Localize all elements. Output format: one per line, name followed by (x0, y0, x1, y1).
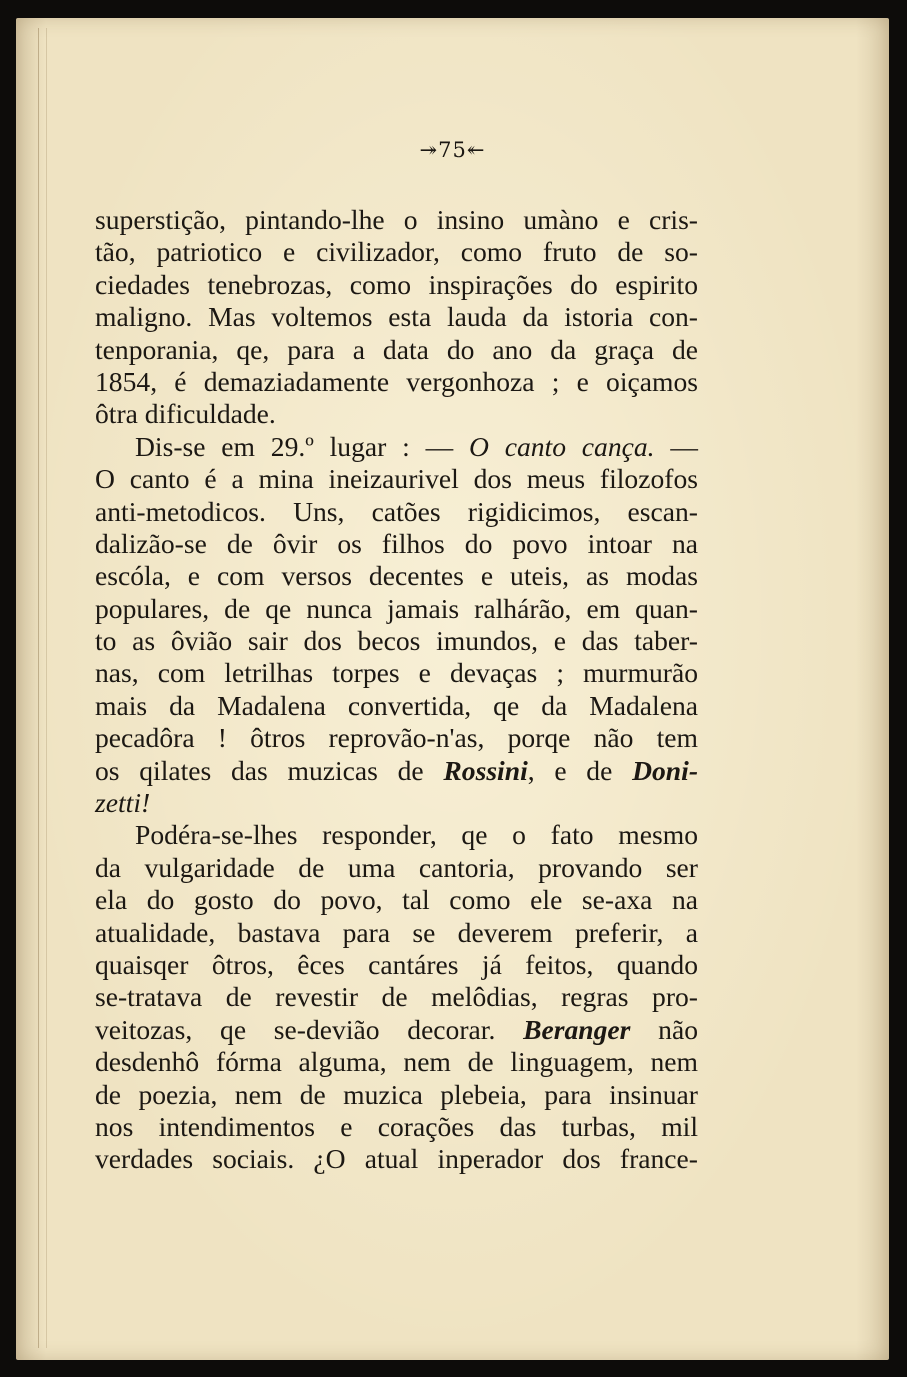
italic-name: Beranger (523, 1013, 631, 1045)
text-line: to as ôvião sair dos becos imundos, e das taber- (95, 625, 698, 657)
text-line: ôtra dificuldade. (95, 398, 276, 430)
page-gutter-line-inner (46, 28, 47, 1348)
text-line: escóla, e com versos decentes e uteis, as modas (95, 560, 698, 592)
text-line-with-italic (95, 787, 698, 819)
text-line: verdades sociais. ¿O atual inperador dos france- (95, 1143, 698, 1175)
text-line: de poezia, nem de muzica plebeia, para insinuar (95, 1078, 698, 1110)
text-line: ciedades tenebrozas, como inspirações do espirito (95, 268, 698, 300)
text-line-with-italic (95, 1014, 698, 1046)
text-fragment: não (630, 1013, 698, 1045)
italic-name: zetti! (95, 787, 151, 819)
text-line: ela do gosto do povo, tal como ele se-axa na (95, 884, 698, 916)
body-text (95, 204, 698, 1176)
italic-name: Rossini (443, 754, 528, 786)
text-line: tão, patriotico e civilizador, como fruto de so- (95, 236, 698, 268)
text-line: 1854, é demaziadamente vergonhoza ; e oiçamos (95, 365, 698, 397)
text-line: dalizão-se de ôvir os filhos do povo intoar na (95, 527, 698, 559)
italic-name: Doni- (632, 754, 699, 786)
text-line: nos intendimentos e corações das turbas, mil (95, 1110, 698, 1142)
text-fragment: , e de (527, 754, 633, 786)
text-line: superstição, pintando-lhe o insino umàno e cris- (95, 204, 698, 235)
page-number-ornament-left: ↠ (419, 138, 439, 162)
book-page (16, 18, 889, 1360)
text-fragment: veitozas, qe se-devião decorar. (95, 1013, 524, 1045)
text-line-with-italic (95, 431, 698, 463)
text-line: Podéra-se-lhes responder, qe o fato mesmo (135, 819, 698, 851)
text-line: se-tratava de revestir de melôdias, regras pro- (95, 981, 698, 1013)
text-line: atualidade, bastava para se deverem preferir, a (95, 916, 698, 948)
text-fragment: Dis-se em 29.º lugar : — (135, 430, 469, 462)
page-number (16, 138, 889, 162)
text-line: tenporania, qe, para a data do ano da graça de (95, 333, 698, 365)
text-line: desdenhô fórma alguma, nem de linguagem, nem (95, 1046, 698, 1078)
italic-phrase: O canto cança. (468, 430, 655, 462)
text-line: populares, de qe nunca jamais ralhárão, em quan- (95, 592, 698, 624)
text-line: quaisqer ôtros, êces cantáres já feitos, quando (95, 948, 698, 980)
text-line: anti-metodicos. Uns, catões rigidicimos, escan- (95, 495, 698, 527)
text-line: nas, com letrilhas torpes e devaças ; murmurão (95, 657, 698, 689)
text-line: O canto é a mina ineizaurivel dos meus filozofos (95, 463, 698, 495)
page-number-value: 75 (438, 138, 467, 162)
page-number-ornament-right: ↞ (466, 138, 486, 162)
text-line: mais da Madalena convertida, qe da Madalena (95, 689, 698, 721)
text-line: pecadôra ! ôtros reprovão-n'as, porqe não tem (95, 722, 698, 754)
page-gutter-line (38, 28, 39, 1348)
text-fragment: — (654, 430, 698, 462)
text-line-with-italic (95, 755, 698, 787)
text-fragment: os qilates das muzicas de (95, 754, 444, 786)
text-line: maligno. Mas voltemos esta lauda da istoria con- (95, 301, 698, 333)
text-line: da vulgaridade de uma cantoria, provando ser (95, 851, 698, 883)
